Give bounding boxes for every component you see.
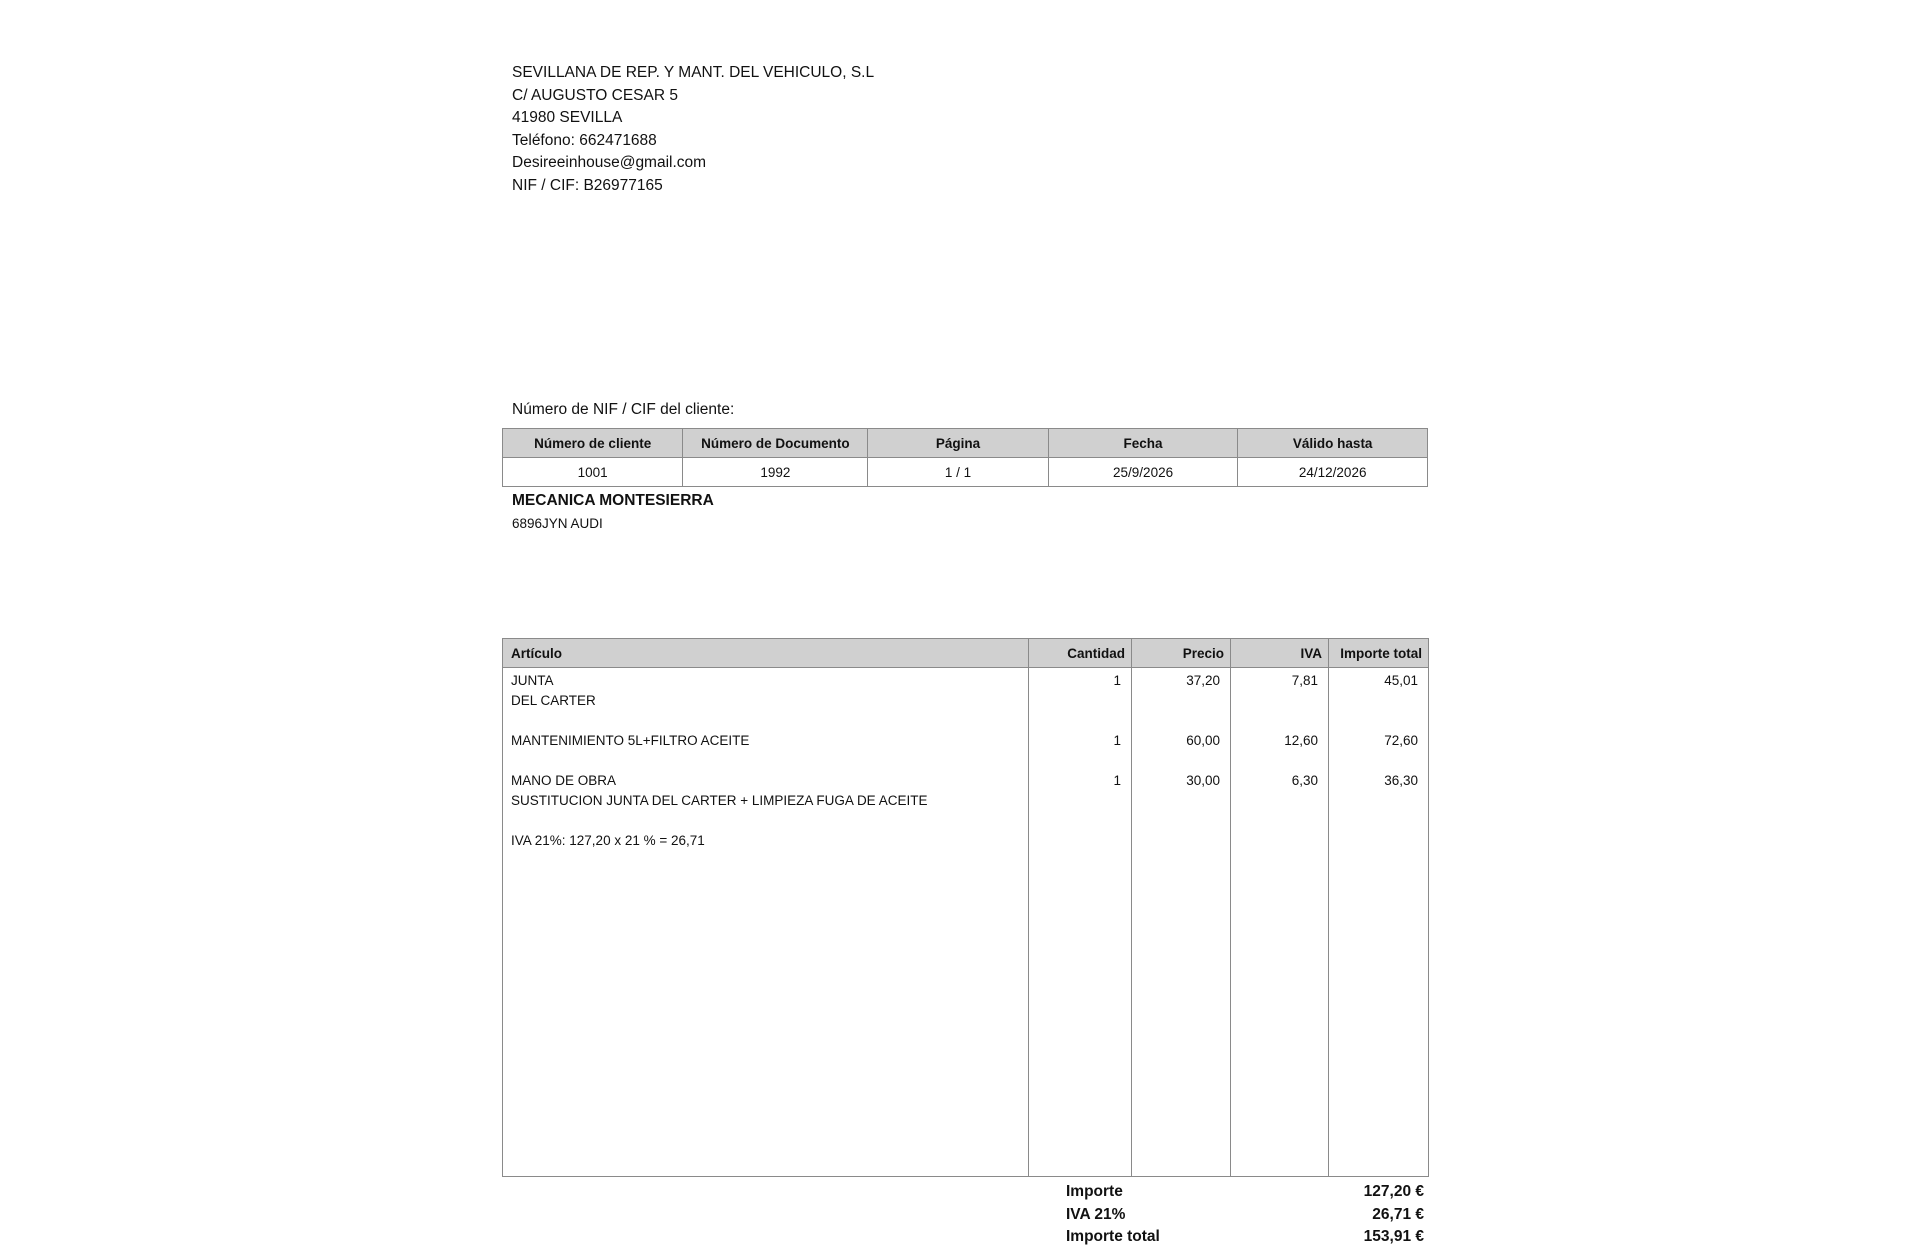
item-quantity: 1: [1029, 668, 1132, 692]
item-total: [1329, 751, 1429, 771]
client-nif-label: Número de NIF / CIF del cliente:: [512, 401, 735, 418]
sender-tax-id: NIF / CIF: B26977165: [512, 176, 663, 194]
table-row: [503, 711, 1429, 731]
table-filler-row: [503, 851, 1429, 1177]
item-quantity: [1029, 811, 1132, 831]
table-row: [503, 811, 1429, 831]
item-quantity: 1: [1029, 731, 1132, 751]
table-row: [503, 691, 1429, 711]
item-article: IVA 21%: 127,20 x 21 % = 26,71: [503, 831, 1029, 851]
grand-total-value: 153,91 €: [1363, 1228, 1424, 1245]
item-vat: [1231, 831, 1329, 851]
item-vat: [1231, 711, 1329, 731]
item-quantity: [1029, 751, 1132, 771]
sender-phone: Teléfono: 662471688: [512, 131, 657, 149]
item-quantity: [1029, 711, 1132, 731]
item-article: [503, 751, 1029, 771]
item-price: 37,20: [1132, 668, 1231, 692]
sender-city: 41980 SEVILLA: [512, 109, 623, 126]
item-article: JUNTA: [503, 668, 1029, 692]
vat-row: [1066, 1204, 1428, 1227]
item-total: 72,60: [1329, 731, 1429, 751]
document-number: 1992: [683, 458, 868, 487]
item-article: DEL CARTER: [503, 691, 1029, 711]
header-client-number: Número de cliente: [503, 429, 683, 458]
item-price: [1132, 831, 1231, 851]
item-quantity: [1029, 831, 1132, 851]
table-row: [503, 731, 1429, 751]
subtotal-label: Importe: [1066, 1183, 1123, 1200]
client-name: MECANICA MONTESIERRA: [512, 492, 714, 509]
item-price: [1132, 751, 1231, 771]
item-total: 45,01: [1329, 668, 1429, 692]
sender-company: SEVILLANA DE REP. Y MANT. DEL VEHICULO, S.L: [512, 64, 875, 81]
info-header-row: [503, 429, 1428, 458]
item-article: SUSTITUCION JUNTA DEL CARTER + LIMPIEZA FUGA DE ACEITE: [503, 791, 1029, 811]
subtotal-value: 127,20 €: [1363, 1183, 1424, 1200]
header-quantity: Cantidad: [1029, 639, 1132, 668]
table-row: [503, 791, 1429, 811]
header-document-number: Número de Documento: [683, 429, 868, 458]
header-line-total: Importe total: [1329, 639, 1429, 668]
item-total: [1329, 791, 1429, 811]
document-date: 25/9/2026: [1048, 458, 1238, 487]
client-number: 1001: [503, 458, 683, 487]
items-header-row: [503, 639, 1429, 668]
subtotal-row: [1066, 1181, 1428, 1204]
item-vat: 7,81: [1231, 668, 1329, 692]
item-total: [1329, 691, 1429, 711]
header-price: Precio: [1132, 639, 1231, 668]
item-quantity: [1029, 691, 1132, 711]
item-price: 60,00: [1132, 731, 1231, 751]
item-total: [1329, 811, 1429, 831]
item-quantity: [1029, 791, 1132, 811]
sender-block: [512, 62, 874, 197]
item-quantity: 1: [1029, 771, 1132, 791]
item-article: MANTENIMIENTO 5L+FILTRO ACEITE: [503, 731, 1029, 751]
header-vat: IVA: [1231, 639, 1329, 668]
document-info-table: [502, 428, 1428, 487]
item-total: [1329, 711, 1429, 731]
table-row: [503, 751, 1429, 771]
item-vat: 12,60: [1231, 731, 1329, 751]
item-article: [503, 811, 1029, 831]
item-vat: [1231, 811, 1329, 831]
header-page: Página: [868, 429, 1048, 458]
sender-email: Desireeinhouse@gmail.com: [512, 154, 707, 171]
item-vat: [1231, 751, 1329, 771]
vat-label: IVA 21%: [1066, 1205, 1126, 1223]
item-vat: [1231, 791, 1329, 811]
header-valid-until: Válido hasta: [1238, 429, 1428, 458]
item-price: [1132, 811, 1231, 831]
header-date: Fecha: [1048, 429, 1238, 458]
client-vehicle: 6896JYN AUDI: [512, 516, 603, 531]
item-total: [1329, 831, 1429, 851]
page-number: 1 / 1: [868, 458, 1048, 487]
table-row: [503, 668, 1429, 692]
item-total: 36,30: [1329, 771, 1429, 791]
item-vat: [1231, 691, 1329, 711]
info-value-row: [503, 458, 1428, 487]
totals-block: [1066, 1181, 1428, 1249]
header-article: Artículo: [503, 639, 1029, 668]
grand-total-label: Importe total: [1066, 1228, 1160, 1245]
table-row: [503, 771, 1429, 791]
item-article: MANO DE OBRA: [503, 771, 1029, 791]
table-row: [503, 831, 1429, 851]
sender-address: C/ AUGUSTO CESAR 5: [512, 86, 678, 104]
vat-value: 26,71 €: [1372, 1205, 1424, 1223]
item-price: 30,00: [1132, 771, 1231, 791]
item-vat: 6,30: [1231, 771, 1329, 791]
items-table: [502, 638, 1429, 1177]
item-article: [503, 711, 1029, 731]
grand-total-row: [1066, 1226, 1428, 1249]
item-price: [1132, 711, 1231, 731]
item-price: [1132, 691, 1231, 711]
valid-until-date: 24/12/2026: [1238, 458, 1428, 487]
item-price: [1132, 791, 1231, 811]
